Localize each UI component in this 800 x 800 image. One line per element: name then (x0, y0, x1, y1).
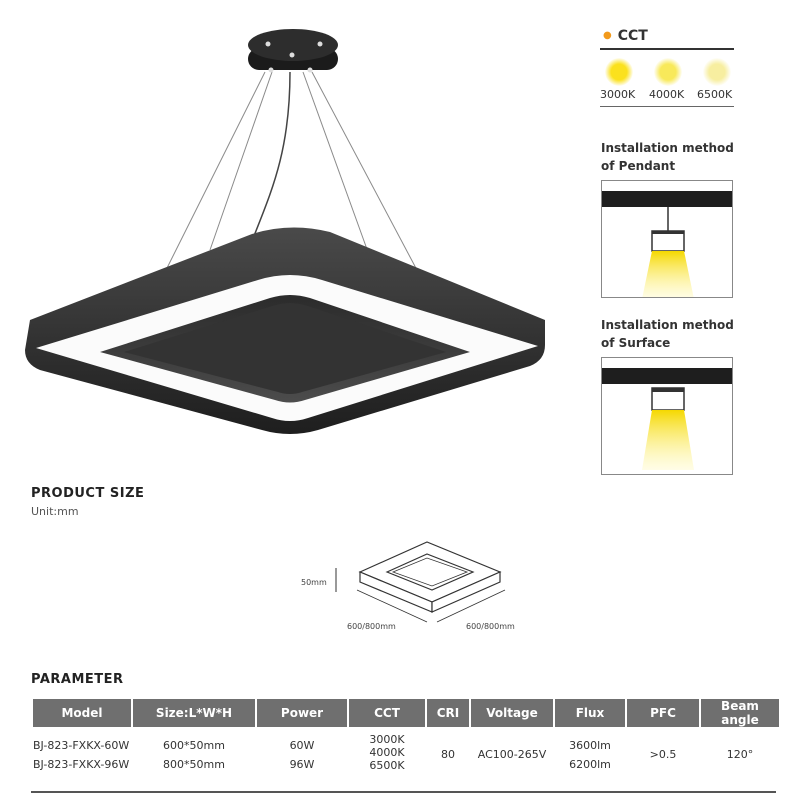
cct-4000k: 4000K (369, 746, 405, 759)
cct-label-3000k: 3000K (600, 88, 636, 101)
header-cri: CRI (427, 699, 469, 727)
power-cord (254, 72, 290, 236)
cct-swatch-3000k (605, 58, 633, 86)
dimension-width-left-label: 600/800mm (347, 622, 396, 631)
model-96w: BJ-823-FXKX-96W (33, 757, 130, 771)
product-size-unit: Unit:mm (31, 505, 79, 518)
cct-label-4000k: 4000K (649, 88, 685, 101)
header-size: Size:L*W*H (133, 699, 255, 727)
parameter-header-row (33, 699, 779, 727)
header-pfc: PFC (627, 699, 699, 727)
canopy (248, 29, 338, 73)
cct-swatch-4000k (654, 58, 682, 86)
header-power: Power (257, 699, 347, 727)
cell-cri: 80 (441, 748, 455, 761)
power-96w: 96W (289, 757, 315, 771)
cell-flux (555, 727, 625, 772)
cell-voltage: AC100-265V (477, 748, 547, 761)
cct-swatch-6500k (703, 58, 731, 86)
dimension-height-label: 50mm (301, 578, 327, 587)
header-cct: CCT (349, 699, 425, 727)
header-beam-angle: Beam angle (701, 699, 779, 727)
header-voltage: Voltage (471, 699, 553, 727)
flux-3600lm: 3600lm (569, 738, 611, 752)
product-size-title: PRODUCT SIZE (31, 486, 145, 501)
header-model: Model (33, 699, 131, 727)
cell-pfc: >0.5 (649, 748, 677, 761)
cct-3000k: 3000K (369, 733, 405, 746)
surface-diagram-icon (602, 358, 733, 475)
parameter-title: PARAMETER (31, 672, 124, 687)
pendant-lamp-image (0, 0, 570, 470)
model-60w: BJ-823-FXKX-60W (33, 738, 130, 752)
installation-surface-diagram (601, 357, 733, 475)
cell-model (33, 727, 131, 772)
cell-power (257, 727, 347, 772)
flux-6200lm: 6200lm (569, 757, 611, 771)
installation-pendant-title: Installation method of Pendant (601, 141, 734, 173)
bullet-dot-icon: ● (603, 30, 612, 41)
dimension-width-right-label: 600/800mm (466, 622, 515, 631)
cct-title: CCT (617, 28, 648, 44)
cct-divider (600, 48, 734, 50)
cct-6500k: 6500K (369, 759, 405, 772)
header-flux: Flux (555, 699, 625, 727)
cell-beam-angle: 120° (726, 748, 754, 761)
parameter-table (31, 699, 781, 772)
cct-heading (603, 28, 648, 44)
cell-size (133, 727, 255, 772)
installation-surface-title: Installation method of Surface (601, 318, 734, 350)
pendant-diagram-icon (602, 181, 733, 298)
power-60w: 60W (289, 738, 315, 752)
size-800: 800*50mm (163, 757, 225, 771)
cct-bottom-divider (600, 106, 734, 107)
installation-pendant-diagram (601, 180, 733, 298)
table-bottom-divider (31, 791, 776, 793)
cct-label-6500k: 6500K (697, 88, 733, 101)
table-row (33, 727, 779, 772)
cell-cct (349, 727, 425, 772)
size-600: 600*50mm (163, 738, 225, 752)
